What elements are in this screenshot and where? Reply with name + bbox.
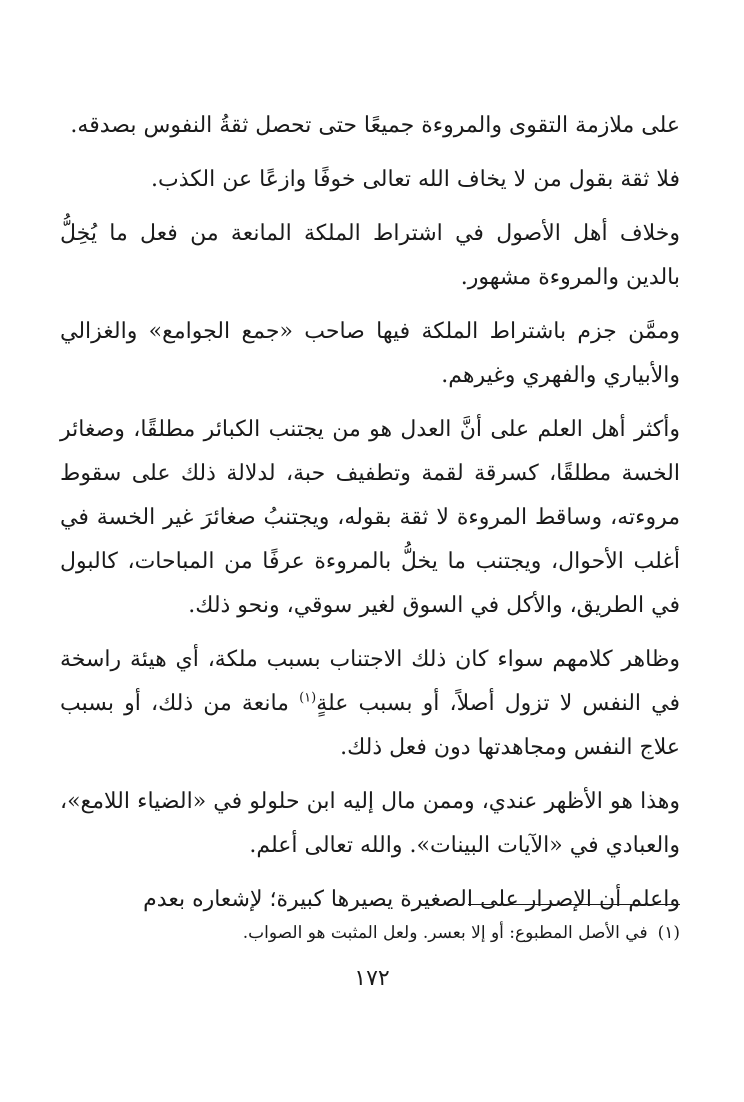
footnote-reference[interactable]: (١) <box>299 690 317 706</box>
paragraph-1: على ملازمة التقوى والمروءة جميعًا حتى تحصل ثقةُ النفوس بصدقه. <box>70 113 680 138</box>
paragraph-3: وخلاف أهل الأصول في اشتراط الملكة المانعة من فعل ما يُخِلُّ بالدين والمروءة مشهور. <box>60 221 680 290</box>
footnote <box>60 918 680 948</box>
paragraph-6-text-after: مانعة من ذلك، أو بسبب علاج النفس ومجاهدتها دون فعل ذلك. <box>60 691 680 760</box>
footnote-text: في الأصل المطبوع: أو إلا بعسر. ولعل المثبت هو الصواب. <box>242 923 648 943</box>
footnote-marker: (١) <box>657 923 680 943</box>
paragraph-2: فلا ثقة بقول من لا يخاف الله تعالى خوفًا وازعًا عن الكذب. <box>151 167 680 192</box>
paragraph-6 <box>60 638 680 770</box>
footnote-divider <box>468 904 680 905</box>
paragraph-4: وممَّن جزم باشتراط الملكة فيها صاحب «جمع الجوامع» والغزالي والأبياري والفهري وغيرهم. <box>60 319 680 388</box>
page-number: ١٧٢ <box>354 966 390 991</box>
paragraph-8: واعلم أن الإصرار على الصغيرة يصيرها كبيرة؛ لإشعاره بعدم <box>143 887 680 912</box>
paragraph-6-text-before: وظاهر كلامهم سواء كان ذلك الاجتناب بسبب ملكة، أي هيئة راسخة في النفس لا تزول أصلاً، أو بسبب علةٍ <box>60 647 680 716</box>
paragraph-7: وهذا هو الأظهر عندي، وممن مال إليه ابن حلولو في «الضياء اللامع»، والعبادي في «الآيات البينات». والله تعالى أعلم. <box>60 789 680 858</box>
paragraph-5: وأكثر أهل العلم على أنَّ العدل هو من يجتنب الكبائر مطلقًا، وصغائر الخسة مطلقًا، كسرقة لقمة وتطفيف حبة، لدلالة ذلك على سقوط مروءته، وساقط المروءة لا ثقة بقوله، ويجتنبُ صغائرَ غير الخسة في أغلب الأحوال، ويجتنب ما يخلُّ بالمروءة عرفًا من المباحات، كالبول في الطريق، والأكل في السوق لغير سوقي، ونحو ذلك. <box>60 417 680 618</box>
main-text <box>60 104 680 932</box>
